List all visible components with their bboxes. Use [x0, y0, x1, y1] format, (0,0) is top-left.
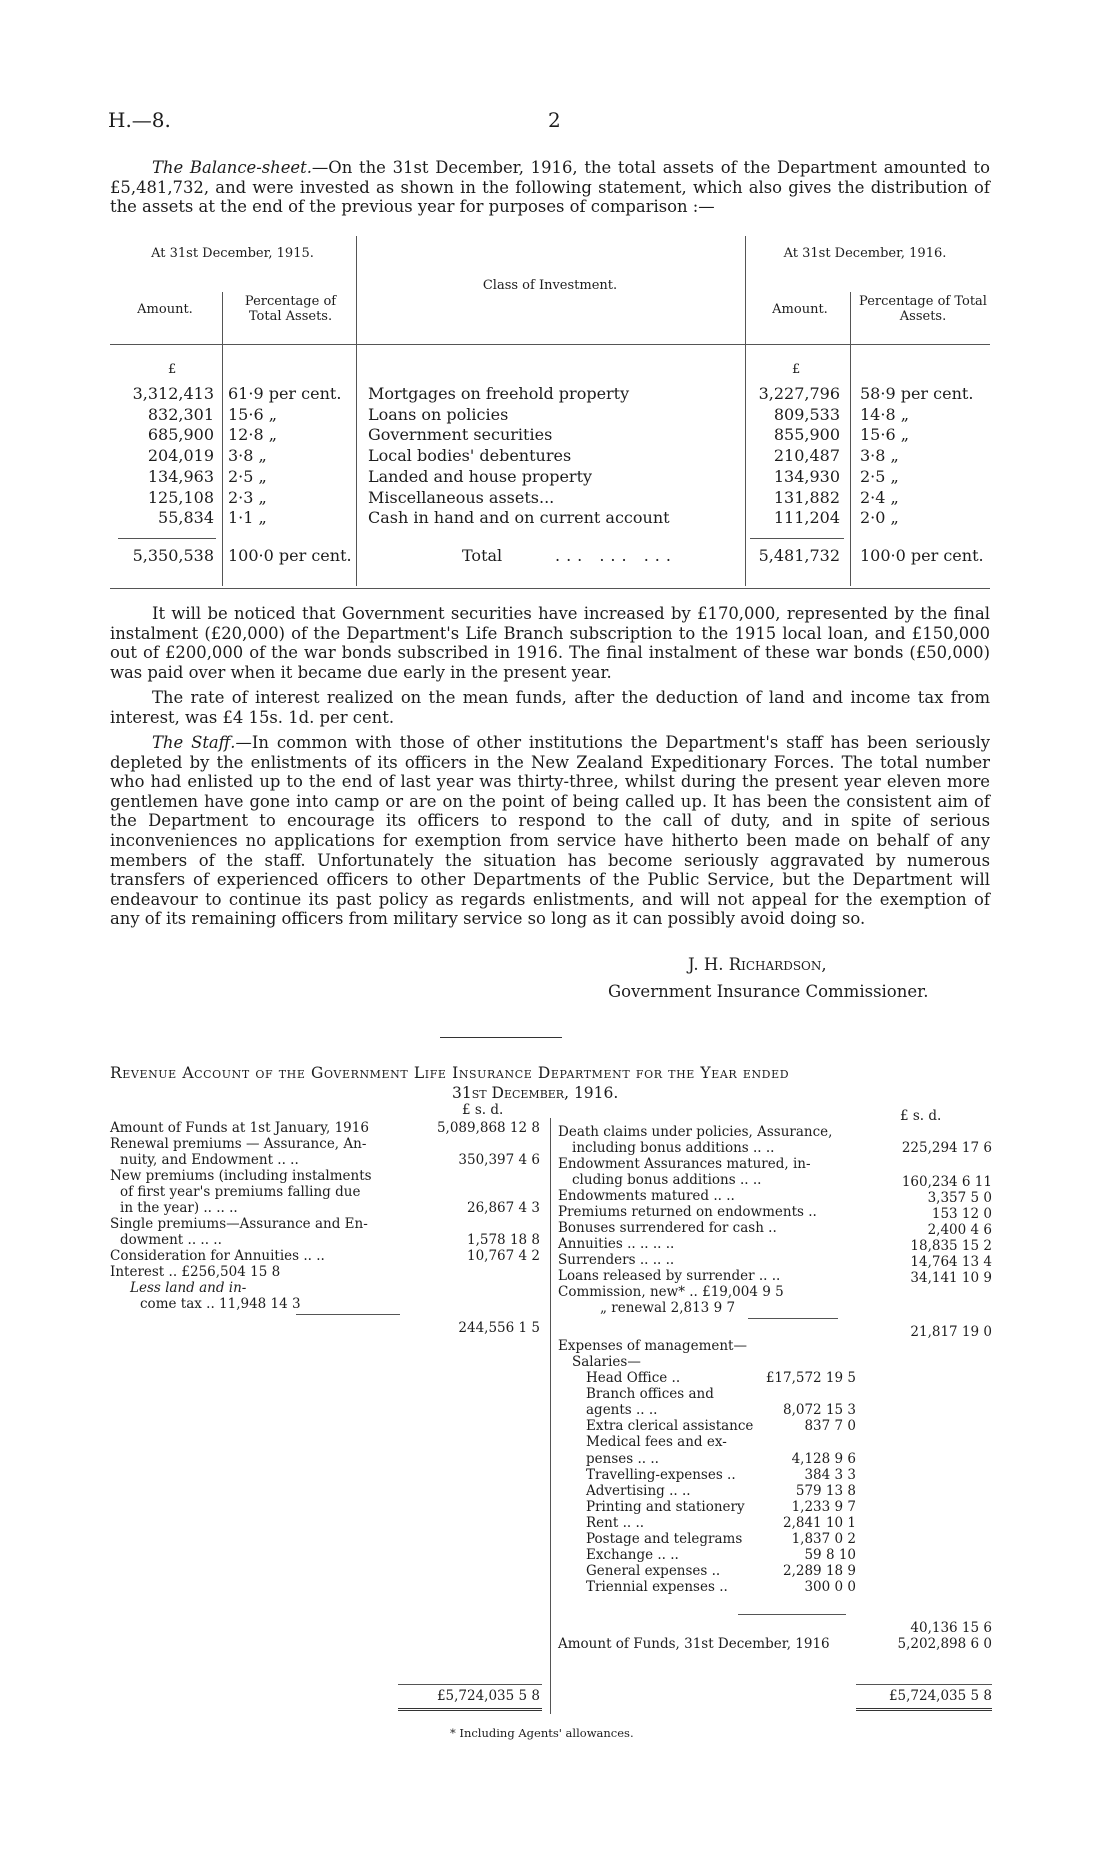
payment-commission-new: Commission, new* .. £19,004 9 5	[558, 1284, 784, 1300]
signature-title: Government Insurance Commissioner.	[608, 982, 929, 1001]
payment-returned-amount: 153 12 0	[931, 1206, 992, 1222]
expense-label: General expenses ..	[586, 1563, 721, 1580]
bs-total-leader: ... ... ...	[555, 546, 677, 565]
expense-label: Travelling-expenses ..	[586, 1466, 736, 1483]
receipt-interest-net: 244,556 1 5	[458, 1320, 540, 1336]
bs-pct-1916: 2·0 „	[860, 508, 899, 528]
document-reference: H.—8.	[108, 108, 171, 132]
bs-pct-1916: 58·9 per cent.	[860, 384, 974, 403]
expense-amount: 2,841 10 1	[783, 1514, 856, 1531]
receipt-renewal-amount: 350,397 4 6	[458, 1152, 540, 1168]
receipt-less-tax-amount: come tax .. 11,948 14 3	[140, 1296, 301, 1312]
payment-funds-end-amount: 5,202,898 6 0	[897, 1636, 992, 1652]
payment-loans-label: Loans released by surrender .. ..	[558, 1268, 781, 1284]
bs-amount-1915: 204,019	[147, 446, 214, 466]
paragraph-securities: It will be noticed that Government securities have increased by £170,000, represented by the final instalment (£20,000) of the Department's Life Branch subscription to the 1915 local loan, and £150,000 out of £200,000 of the war bonds subscribed in 1916. The final instalment of these war bonds (£50,000) was paid over when it became due early in the present year.	[110, 604, 990, 682]
bs-pct-1915: 2·3 „	[228, 487, 267, 507]
payment-bonuses-amount: 2,400 4 6	[927, 1222, 992, 1238]
expense-amount: 300 0 0	[804, 1579, 856, 1596]
bs-pct-1916: 2·4 „	[860, 487, 899, 507]
receipt-renewal-label-2: nuity, and Endowment .. ..	[120, 1152, 299, 1168]
bs-investment-class: Miscellaneous assets...	[368, 487, 555, 507]
expense-amount: £17,572 19 5	[765, 1370, 856, 1386]
payment-endow-amount: 160,234 6 11	[901, 1174, 992, 1190]
bs-amount-1916: 3,227,796	[758, 384, 840, 403]
intro-text: —On the 31st December, 1916, the total assets of the Department amounted to £5,481,732, and were invested as shown in the following statement, which also gives the distribution of the assets at the end of the previous year for purposes of comparison :—	[110, 158, 990, 217]
payment-surrenders-label: Surrenders .. .. ..	[558, 1252, 675, 1268]
payment-expenses-total: 40,136 15 6	[910, 1620, 992, 1636]
payment-death-amount: 225,294 17 6	[901, 1140, 992, 1156]
bs-total-amount-1916: 5,481,732	[758, 546, 840, 565]
payment-expenses-heading: Expenses of management—	[558, 1338, 747, 1354]
expense-label: Exchange .. ..	[586, 1547, 679, 1564]
staff-heading: The Staff.	[152, 733, 236, 752]
bs-col-amount-1916: Amount.	[772, 302, 828, 317]
bs-investment-class: Mortgages on freehold property	[368, 384, 630, 403]
expense-amount: 837 7 0	[804, 1418, 856, 1435]
receipt-funds-label: Amount of Funds at 1st January, 1916	[110, 1120, 369, 1136]
bs-col-pct-1916: Percentage of Total Assets.	[859, 294, 987, 324]
payment-bonuses-label: Bonuses surrendered for cash ..	[558, 1220, 777, 1236]
payment-death-label: Death claims under policies, Assurance,	[558, 1124, 833, 1140]
expense-label: Advertising .. ..	[586, 1482, 691, 1499]
expense-amount: 59 8 10	[804, 1547, 856, 1564]
receipt-interest-label: Interest .. £256,504 15 8	[110, 1264, 281, 1280]
expense-label: Triennial expenses ..	[586, 1579, 728, 1596]
revenue-title-line2: 31st December, 1916.	[452, 1084, 619, 1102]
bs-amount-1916: 210,487	[773, 446, 840, 466]
bs-total-pct-1916: 100·0 per cent.	[860, 546, 984, 565]
bs-group-1916: At 31st December, 1916.	[783, 246, 947, 261]
bs-pct-1915: 12·8 „	[228, 425, 277, 445]
expense-amount: 579 13 8	[795, 1482, 856, 1499]
payment-salaries-heading: Salaries—	[572, 1354, 641, 1370]
expense-amount: 1,837 0 2	[791, 1531, 856, 1547]
payment-matured-amount: 3,357 5 0	[927, 1190, 992, 1206]
bs-investment-class: Landed and house property	[368, 466, 593, 486]
bs-group-1915: At 31st December, 1915.	[151, 246, 314, 261]
receipt-single-amount: 1,578 18 8	[467, 1232, 540, 1248]
payment-annuities-amount: 18,835 15 2	[910, 1238, 992, 1254]
bs-total-amount-1915: 5,350,538	[132, 546, 214, 565]
payment-funds-end-label: Amount of Funds, 31st December, 1916	[558, 1636, 830, 1652]
bs-investment-class: Government securities	[368, 425, 553, 445]
intro-paragraph	[110, 158, 990, 217]
payment-loans-amount: 34,141 10 9	[910, 1270, 992, 1286]
bs-amount-1915: 125,108	[147, 487, 214, 507]
payment-endow-label: Endowment Assurances matured, in-	[558, 1156, 811, 1172]
bs-amount-1916: 131,882	[773, 487, 840, 507]
bs-pct-1915: 61·9 per cent.	[228, 384, 342, 403]
bs-pct-1915: 3·8 „	[228, 446, 267, 466]
bs-col-pct-1915: Percentage of Total Assets.	[244, 294, 337, 324]
receipt-renewal-label: Renewal premiums — Assurance, An-	[110, 1136, 367, 1152]
signature-name: J. H. Richardson,	[688, 955, 827, 974]
staff-text: —In common with those of other institutions the Department's staff has been seriously depleted by the enlistments of its officers in the New Zealand Expeditionary Forces. The total number who had enlisted up to the end of last year was thirty-three, whilst during the present year eleven more gentlemen have gone into camp or are on the point of being called up. It has been the consistent aim of the Department to encourage its officers to respond to the call of duty, and in spite of serious inconveniences no applications for exemption from service have hitherto been made on behalf of any members of the staff. Unfortunately the situation has become seriously aggravated by numerous transfers of experienced officers to other Departments of the Public Service, but the Department will endeavour to continue its past policy as regards enlistments, and will not appeal for the exemption of any of its remaining officers from military service so long as it can possibly avoid doing so.	[110, 733, 991, 929]
receipt-single-label-2: dowment .. .. ..	[120, 1232, 222, 1248]
expense-amount: 2,289 18 9	[783, 1563, 856, 1580]
intro-heading: The Balance-sheet.	[152, 158, 312, 177]
expense-label: agents .. ..	[586, 1402, 658, 1419]
payment-surrenders-amount: 14,764 13 4	[910, 1254, 992, 1270]
receipt-funds-amount: 5,089,868 12 8	[436, 1120, 540, 1136]
payment-endow-label-2: cluding bonus additions .. ..	[572, 1172, 762, 1188]
receipt-less-tax-label: Less land and in-	[130, 1280, 247, 1296]
payment-returned-label: Premiums returned on endowments ..	[558, 1204, 817, 1220]
expense-label: Printing and stationery	[586, 1498, 745, 1515]
expense-amount: 4,128 9 6	[791, 1450, 856, 1467]
bs-pound-1916: £	[792, 362, 801, 377]
bs-amount-1916: 134,930	[773, 466, 840, 486]
bs-total-pct-1915: 100·0 per cent.	[228, 546, 352, 565]
bs-col-amount-1915: Amount.	[137, 302, 193, 317]
revenue-title-line1: Revenue Account of the Government Life Insurance Department for the Year ended	[110, 1064, 790, 1082]
receipt-new-label-2: of first year's premiums falling due	[120, 1184, 361, 1200]
payments-total: £5,724,035 5 8	[888, 1688, 992, 1704]
revenue-lsd-head-left: £ s. d.	[462, 1102, 504, 1118]
receipt-annuities-amount: 10,767 4 2	[467, 1248, 540, 1264]
expense-amount: 8,072 15 3	[783, 1402, 856, 1419]
bs-pct-1916: 3·8 „	[860, 446, 899, 466]
payment-commission-total: 21,817 19 0	[910, 1324, 992, 1340]
bs-amount-1915: 55,834	[158, 508, 214, 528]
paragraph-interest: The rate of interest realized on the mean funds, after the deduction of land and income tax from interest, was £4 15s. 1d. per cent.	[110, 688, 990, 727]
receipt-new-label-3: in the year) .. .. ..	[120, 1200, 238, 1216]
receipt-new-label: New premiums (including instalments	[110, 1168, 372, 1184]
bs-pct-1915: 1·1 „	[228, 508, 267, 528]
paragraph-staff	[110, 733, 990, 929]
payment-annuities-label: Annuities .. .. .. ..	[558, 1236, 675, 1252]
bs-amount-1916: 111,204	[773, 508, 840, 528]
payment-matured-label: Endowments matured .. ..	[558, 1188, 735, 1204]
receipts-total: £5,724,035 5 8	[436, 1688, 540, 1704]
bs-amount-1915: 685,900	[147, 425, 214, 445]
bs-amount-1915: 832,301	[147, 404, 214, 424]
bs-amount-1916: 809,533	[773, 404, 840, 424]
receipt-new-amount: 26,867 4 3	[467, 1200, 540, 1216]
bs-amount-1916: 855,900	[773, 425, 840, 445]
revenue-lsd-head-right: £ s. d.	[900, 1108, 942, 1124]
footnote: * Including Agents' allowances.	[450, 1726, 634, 1740]
page-number: 2	[548, 108, 561, 132]
bs-pct-1916: 14·8 „	[860, 404, 909, 424]
bs-total-label: Total	[462, 546, 503, 565]
bs-pct-1916: 2·5 „	[860, 466, 899, 486]
section-divider	[440, 1037, 562, 1038]
payment-commission-renewal: „ renewal 2,813 9 7	[600, 1300, 736, 1316]
expense-label: Medical fees and ex-	[586, 1434, 727, 1451]
expense-amount: 1,233 9 7	[791, 1498, 856, 1515]
expense-label: Branch offices and	[586, 1386, 714, 1403]
bs-pct-1915: 15·6 „	[228, 404, 277, 424]
bs-investment-class: Loans on policies	[368, 404, 509, 424]
expense-label: penses .. ..	[586, 1450, 659, 1467]
receipt-single-label: Single premiums—Assurance and En-	[110, 1216, 368, 1232]
receipt-annuities-label: Consideration for Annuities .. ..	[110, 1248, 325, 1264]
bs-amount-1915: 134,963	[147, 466, 214, 486]
expense-label: Postage and telegrams	[586, 1531, 743, 1547]
payment-death-label-2: including bonus additions .. ..	[572, 1140, 775, 1156]
bs-pound-1915: £	[168, 362, 177, 377]
expense-label: Extra clerical assistance	[586, 1418, 754, 1435]
expense-label: Rent .. ..	[586, 1514, 645, 1531]
bs-col-class: Class of Investment.	[482, 278, 618, 293]
bs-investment-class: Cash in hand and on current account	[368, 508, 670, 528]
expense-amount: 384 3 3	[804, 1466, 856, 1483]
bs-pct-1916: 15·6 „	[860, 425, 909, 445]
bs-pct-1915: 2·5 „	[228, 466, 267, 486]
bs-investment-class: Local bodies' debentures	[368, 446, 572, 466]
bs-amount-1915: 3,312,413	[132, 384, 214, 403]
revenue-center-rule	[550, 1118, 551, 1714]
expense-label: Head Office ..	[586, 1370, 681, 1386]
